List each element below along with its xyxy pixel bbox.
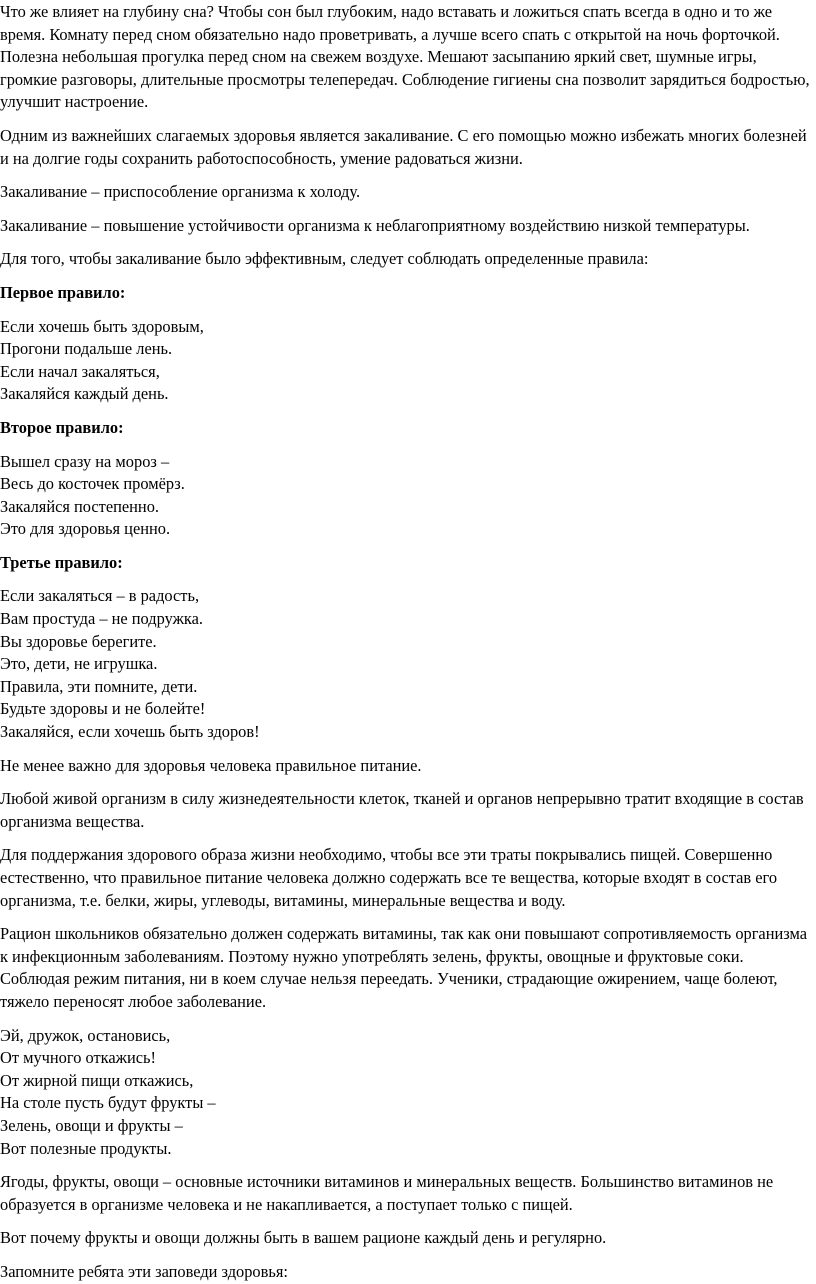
paragraph: Одним из важнейших слагаемых здоровья является закаливание. С его помощью можно избежать многих болезней и на долгие годы сохранить работоспособность, умение радоваться жизни. (0, 125, 807, 168)
verse-line: От жирной пищи откажись, (0, 1070, 194, 1090)
verse-line: Вы здоровье берегите. (0, 631, 157, 651)
verse-line: Правила, эти помните, дети. (0, 676, 198, 696)
rule-heading: Третье правило: (0, 552, 123, 572)
verse-line: Это, дети, не игрушка. (0, 654, 158, 674)
verse-line: Прогони подальше лень. (0, 339, 173, 359)
verse-line: Это для здоровья ценно. (0, 519, 171, 539)
paragraph: Закаливание – приспособление организма к холоду. (0, 182, 361, 202)
verse-line: Зелень, овощи и фрукты – (0, 1115, 183, 1135)
verse-line: Если закаляться – в радость, (0, 586, 200, 606)
paragraph: Для поддержания здорового образа жизни необходимо, чтобы все эти траты покрывались пищей. Совершенно естественно, что правильное питание человека должно содержать все те вещества, которые входят в состав его организма, т.е. белки, жиры, углеводы, витамины, минеральные вещества и воду. (0, 845, 778, 910)
paragraph: Закаливание – повышение устойчивости организма к неблагоприятному воздействию низкой температуры. (0, 215, 750, 235)
verse-stanza (0, 316, 812, 406)
paragraph: Для того, чтобы закаливание было эффективным, следует соблюдать определенные правила: (0, 249, 649, 269)
verse-line: Эй, дружок, остановись, (0, 1025, 171, 1045)
verse-stanza (0, 585, 812, 743)
verse-line: Будьте здоровы и не болейте! (0, 699, 206, 719)
verse-line: На столе пусть будут фрукты – (0, 1093, 216, 1113)
paragraph: Рацион школьников обязательно должен содержать витамины, так как они повышают сопротивляемость организма к инфекционным заболеваниям. Поэтому нужно употреблять зелень, фрукты, овощные и фруктовые соки. Соблюдая режим питания, ни в коем случае нельзя переедать. Ученики, страдающие ожирением, чаще болеют, тяжело переносят любое заболевание. (0, 924, 808, 1011)
verse-line: Закаляйся, если хочешь быть здоров! (0, 722, 260, 742)
verse-line: Если начал закаляться, (0, 361, 160, 381)
verse-line: От мучного откажись! (0, 1048, 156, 1068)
paragraph: Не менее важно для здоровья человека правильное питание. (0, 755, 422, 775)
paragraph: Что же влияет на глубину сна? Чтобы сон был глубоким, надо вставать и ложиться спать всегда в одно и то же время. Комнату перед сном обязательно надо проветривать, а лучше всего спать с открытой на ночь форточкой. Полезна небольшая прогулка перед сном на свежем воздухе. Мешают засыпанию яркий свет, шумные игры, громкие разговоры, длительные просмотры телепередач. Соблюдение гигиены сна позволит зарядиться бодростью, улучшит настроение. (0, 2, 810, 112)
verse-line: Вот полезные продукты. (0, 1138, 172, 1158)
verse-line: Если хочешь быть здоровым, (0, 316, 204, 336)
verse-stanza (0, 451, 812, 541)
paragraph: Вот почему фрукты и овощи должны быть в вашем рационе каждый день и регулярно. (0, 1228, 607, 1248)
rule-heading: Первое правило: (0, 282, 126, 302)
paragraph: Запомните ребята эти заповеди здоровья: (0, 1261, 288, 1281)
verse-line: Вам простуда – не подружка. (0, 609, 203, 629)
paragraph: Ягоды, фрукты, овощи – основные источники витаминов и минеральных веществ. Большинство витаминов не образуется в организме человека и не накапливается, а поступает только с пищей. (0, 1172, 774, 1214)
verse-line: Закаляйся каждый день. (0, 384, 169, 404)
rule-heading: Второе правило: (0, 417, 124, 437)
verse-stanza (0, 1025, 812, 1161)
verse-line: Закаляйся постепенно. (0, 496, 159, 516)
paragraph: Любой живой организм в силу жизнедеятельности клеток, тканей и органов непрерывно тратит входящие в состав организма вещества. (0, 789, 804, 831)
verse-line: Вышел сразу на мороз – (0, 451, 170, 471)
verse-line: Весь до косточек промёрз. (0, 474, 185, 494)
